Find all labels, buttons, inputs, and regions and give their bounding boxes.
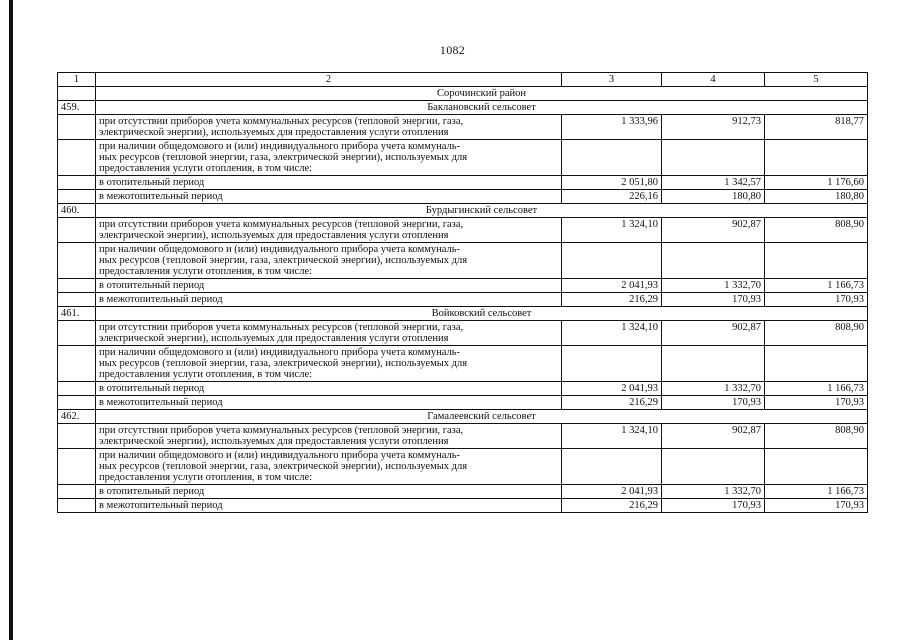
value-cell-v5: 180,80: [765, 190, 868, 204]
tariff-table-body: [58, 73, 868, 513]
table-row: [58, 424, 868, 449]
value-cell-v4: 180,80: [662, 190, 765, 204]
description-cell: [96, 321, 562, 346]
description-line: электрической энергии), используемых для предоставления услуги отопления: [99, 333, 449, 344]
column-header: 4: [662, 73, 765, 87]
description-cell: [96, 396, 562, 410]
value-cell-v4: [662, 346, 765, 382]
value-cell-v4: 902,87: [662, 424, 765, 449]
row-number-cell: [58, 140, 96, 176]
value-cell-v4: 902,87: [662, 321, 765, 346]
value-cell-v3: [562, 243, 662, 279]
section-title: Войковский сельсовет: [96, 307, 868, 321]
description-line: при наличии общедомового и (или) индивидуального прибора учета коммуналь-: [99, 347, 461, 358]
row-number-cell: [58, 176, 96, 190]
table-row: [58, 449, 868, 485]
value-cell-v3: 2 041,93: [562, 485, 662, 499]
table-row: [58, 485, 868, 499]
section-title: Баклановский сельсовет: [96, 101, 868, 115]
value-cell-v4: [662, 449, 765, 485]
section-number: 460.: [58, 204, 96, 218]
value-cell-v5: 1 166,73: [765, 485, 868, 499]
value-cell-v5: 808,90: [765, 321, 868, 346]
description-line: при отсутствии приборов учета коммунальных ресурсов (тепловой энергии, газа,: [99, 219, 464, 230]
description-line: электрической энергии), используемых для предоставления услуги отопления: [99, 436, 449, 447]
value-cell-v4: 1 332,70: [662, 382, 765, 396]
value-cell-v5: 170,93: [765, 396, 868, 410]
value-cell-v4: 170,93: [662, 396, 765, 410]
table-row: [58, 499, 868, 513]
description-line: ных ресурсов (тепловой энергии, газа, электрической энергии), используемых для: [99, 461, 468, 472]
description-line: электрической энергии), используемых для предоставления услуги отопления: [99, 127, 449, 138]
column-header: 3: [562, 73, 662, 87]
column-header: 5: [765, 73, 868, 87]
description-line: при отсутствии приборов учета коммунальных ресурсов (тепловой энергии, газа,: [99, 116, 464, 127]
description-cell: [96, 293, 562, 307]
row-number-cell: [58, 396, 96, 410]
value-cell-v4: 1 342,57: [662, 176, 765, 190]
value-cell-v3: [562, 449, 662, 485]
section-number: 462.: [58, 410, 96, 424]
description-line: в межотопительный период: [99, 294, 223, 305]
value-cell-v3: 1 324,10: [562, 424, 662, 449]
description-line: при отсутствии приборов учета коммунальных ресурсов (тепловой энергии, газа,: [99, 322, 464, 333]
column-header: 1: [58, 73, 96, 87]
table-row: [58, 115, 868, 140]
value-cell-v4: 912,73: [662, 115, 765, 140]
table-row: [58, 293, 868, 307]
table-row: [58, 321, 868, 346]
value-cell-v5: 170,93: [765, 293, 868, 307]
row-number-cell: [58, 424, 96, 449]
value-cell-v5: [765, 346, 868, 382]
value-cell-v3: 2 041,93: [562, 382, 662, 396]
description-cell: [96, 424, 562, 449]
description-line: предоставления услуги отопления, в том числе:: [99, 163, 313, 174]
description-line: ных ресурсов (тепловой энергии, газа, электрической энергии), используемых для: [99, 255, 468, 266]
row-number-cell: [58, 382, 96, 396]
section-header-row: [58, 204, 868, 218]
row-number-cell: [58, 115, 96, 140]
description-cell: [96, 190, 562, 204]
table-row: [58, 396, 868, 410]
row-number-cell: [58, 499, 96, 513]
description-line: в отопительный период: [99, 280, 205, 291]
description-line: при наличии общедомового и (или) индивидуального прибора учета коммуналь-: [99, 141, 461, 152]
description-cell: [96, 115, 562, 140]
table-row: [58, 176, 868, 190]
value-cell-v3: 1 324,10: [562, 321, 662, 346]
value-cell-v3: 1 324,10: [562, 218, 662, 243]
table-row: [58, 382, 868, 396]
value-cell-v3: [562, 346, 662, 382]
value-cell-v4: 902,87: [662, 218, 765, 243]
table-row: [58, 218, 868, 243]
value-cell-v4: 170,93: [662, 293, 765, 307]
description-line: предоставления услуги отопления, в том числе:: [99, 472, 313, 483]
description-line: в межотопительный период: [99, 397, 223, 408]
table-row: [58, 140, 868, 176]
description-cell: [96, 449, 562, 485]
value-cell-v5: 1 176,60: [765, 176, 868, 190]
value-cell-v5: 808,90: [765, 424, 868, 449]
description-cell: [96, 346, 562, 382]
value-cell-v3: 216,29: [562, 499, 662, 513]
description-cell: [96, 382, 562, 396]
description-line: ных ресурсов (тепловой энергии, газа, электрической энергии), используемых для: [99, 152, 468, 163]
column-header-row: [58, 73, 868, 87]
value-cell-v3: 1 333,96: [562, 115, 662, 140]
section-title: Гамалеевский сельсовет: [96, 410, 868, 424]
row-number-cell: [58, 293, 96, 307]
description-line: предоставления услуги отопления, в том числе:: [99, 266, 313, 277]
description-line: в межотопительный период: [99, 500, 223, 511]
row-number-cell: [58, 218, 96, 243]
description-line: при отсутствии приборов учета коммунальных ресурсов (тепловой энергии, газа,: [99, 425, 464, 436]
table-row: [58, 346, 868, 382]
value-cell-v5: 1 166,73: [765, 279, 868, 293]
description-cell: [96, 485, 562, 499]
description-cell: [96, 218, 562, 243]
value-cell-v5: 1 166,73: [765, 382, 868, 396]
margin-bar: [9, 0, 13, 640]
table-row: [58, 190, 868, 204]
section-header-row: [58, 101, 868, 115]
region-row: [58, 87, 868, 101]
row-number-cell: [58, 485, 96, 499]
description-line: в межотопительный период: [99, 191, 223, 202]
table-row: [58, 279, 868, 293]
description-line: ных ресурсов (тепловой энергии, газа, электрической энергии), используемых для: [99, 358, 468, 369]
value-cell-v3: 216,29: [562, 293, 662, 307]
tariff-table: [57, 72, 868, 513]
section-number: 459.: [58, 101, 96, 115]
row-number-cell: [58, 321, 96, 346]
description-cell: [96, 243, 562, 279]
description-line: в отопительный период: [99, 177, 205, 188]
value-cell-v4: 1 332,70: [662, 279, 765, 293]
row-number-cell: [58, 279, 96, 293]
section-number: 461.: [58, 307, 96, 321]
value-cell-v4: 1 332,70: [662, 485, 765, 499]
value-cell-v5: 170,93: [765, 499, 868, 513]
value-cell-v3: 2 041,93: [562, 279, 662, 293]
value-cell-v3: [562, 140, 662, 176]
row-number-cell: [58, 190, 96, 204]
value-cell-v5: [765, 449, 868, 485]
section-header-row: [58, 410, 868, 424]
column-header: 2: [96, 73, 562, 87]
value-cell-v4: [662, 243, 765, 279]
section-header-row: [58, 307, 868, 321]
description-line: электрической энергии), используемых для предоставления услуги отопления: [99, 230, 449, 241]
section-title: Бурдыгинский сельсовет: [96, 204, 868, 218]
description-line: при наличии общедомового и (или) индивидуального прибора учета коммуналь-: [99, 244, 461, 255]
description-cell: [96, 499, 562, 513]
row-number-cell: [58, 346, 96, 382]
description-cell: [96, 140, 562, 176]
value-cell-v4: 170,93: [662, 499, 765, 513]
description-line: в отопительный период: [99, 383, 205, 394]
value-cell-v5: [765, 140, 868, 176]
region-spacer: [58, 87, 96, 101]
region-title: Сорочинский район: [96, 87, 868, 101]
value-cell-v3: 226,16: [562, 190, 662, 204]
value-cell-v5: 808,90: [765, 218, 868, 243]
description-line: при наличии общедомового и (или) индивидуального прибора учета коммуналь-: [99, 450, 461, 461]
value-cell-v5: 818,77: [765, 115, 868, 140]
row-number-cell: [58, 243, 96, 279]
row-number-cell: [58, 449, 96, 485]
value-cell-v3: 2 051,80: [562, 176, 662, 190]
table-row: [58, 243, 868, 279]
description-line: предоставления услуги отопления, в том числе:: [99, 369, 313, 380]
value-cell-v5: [765, 243, 868, 279]
value-cell-v3: 216,29: [562, 396, 662, 410]
value-cell-v4: [662, 140, 765, 176]
page-number: 1082: [439, 43, 466, 57]
description-cell: [96, 279, 562, 293]
description-cell: [96, 176, 562, 190]
description-line: в отопительный период: [99, 486, 205, 497]
